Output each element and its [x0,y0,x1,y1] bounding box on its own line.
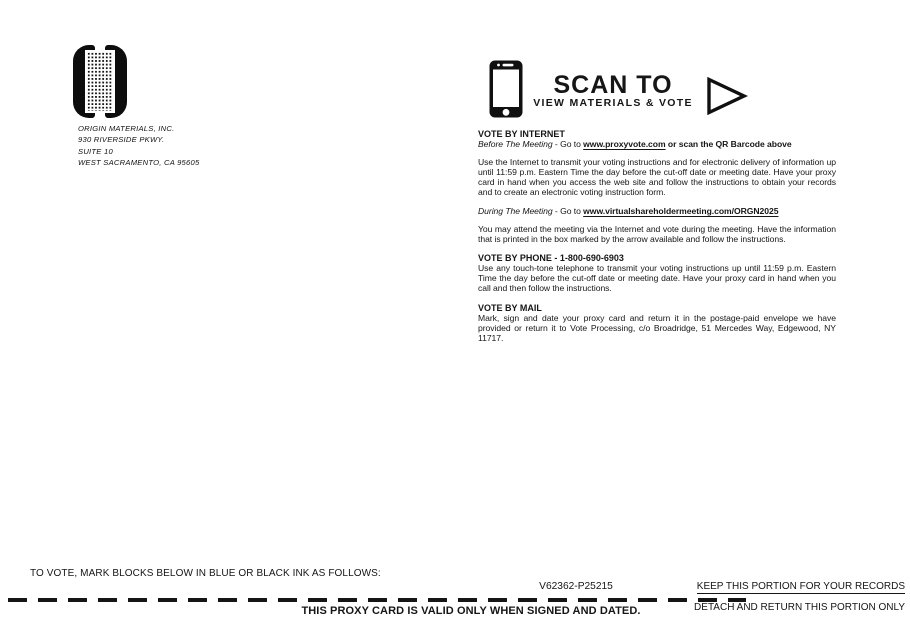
detach-note: DETACH AND RETURN THIS PORTION ONLY [694,602,905,613]
perforation-dashed-line [8,598,746,602]
sender-suite: SUITE 10 [78,146,113,156]
vote-mail-heading: VOTE BY MAIL [478,302,542,313]
sender-city: WEST SACRAMENTO, CA 95605 [78,158,200,168]
virtual-meeting-link[interactable]: www.virtualshareholdermeeting.com/ORGN2025 [583,205,779,216]
valid-note: THIS PROXY CARD IS VALID ONLY WHEN SIGNED AND DATED. [301,605,641,617]
sender-address-block [78,123,199,169]
sender-street: 930 RIVERSIDE PKWY. [78,135,165,145]
before-meeting-rest: or scan the QR Barcode above [665,139,792,149]
before-meeting-label: Before The Meeting [478,139,553,149]
scan-title: SCAN TO [553,71,673,99]
during-meeting-label: During The Meeting [478,205,553,216]
scan-subtitle: VIEW MATERIALS & VOTE [533,97,693,109]
during-meeting-goto: - Go to [552,205,584,216]
keep-portion-note: KEEP THIS PORTION FOR YOUR RECORDS [696,581,905,592]
voting-instructions [478,129,836,344]
control-number: V62362-P25215 [539,581,613,592]
vote-mail-body: Mark, sign and date your proxy card and return it in the postage-paid envelope we have provided or return it to Vote Processing, c/o Broadridge, 51 Mercedes Way, Edgewood, NY 11717. [478,312,836,344]
scan-banner [522,73,704,109]
qr-pattern [85,50,115,113]
mark-instruction: TO VOTE, MARK BLOCKS BELOW IN BLUE OR BLACK INK AS FOLLOWS: [30,568,381,579]
during-meeting-line [478,206,836,217]
before-meeting-goto: - Go to [552,139,584,149]
proxyvote-link[interactable]: www.proxyvote.com [583,139,666,149]
sender-name: ORIGIN MATERIALS, INC. [78,124,175,133]
arrow-right-icon [706,77,748,120]
vote-phone-body: Use any touch-tone telephone to transmit your voting instructions up until 11:59 p.m. Eastern Time the day before the cut-off date or meeting date. Have your proxy card in hand when you call and then follow the instructions. [478,262,836,294]
smartphone-icon [489,60,523,123]
vote-internet-body: Use the Internet to transmit your voting instructions and for electronic delivery of information up until 11:59 p.m. Eastern Time the day before the cut-off date or meeting date. Have your proxy card in hand when you access the web site and follow the instructions to obtain your records and to create an electronic voting instruction form. [478,156,836,198]
vote-internet-heading: VOTE BY INTERNET [478,129,565,139]
qr-code-icon [73,45,127,118]
before-meeting-line [478,139,836,150]
during-meeting-body: You may attend the meeting via the Internet and vote during the meeting. Have the information that is printed in the box marked by the arrow available and follow the instructions. [478,224,836,245]
vote-phone-heading: VOTE BY PHONE - 1-800-690-6903 [478,252,624,263]
